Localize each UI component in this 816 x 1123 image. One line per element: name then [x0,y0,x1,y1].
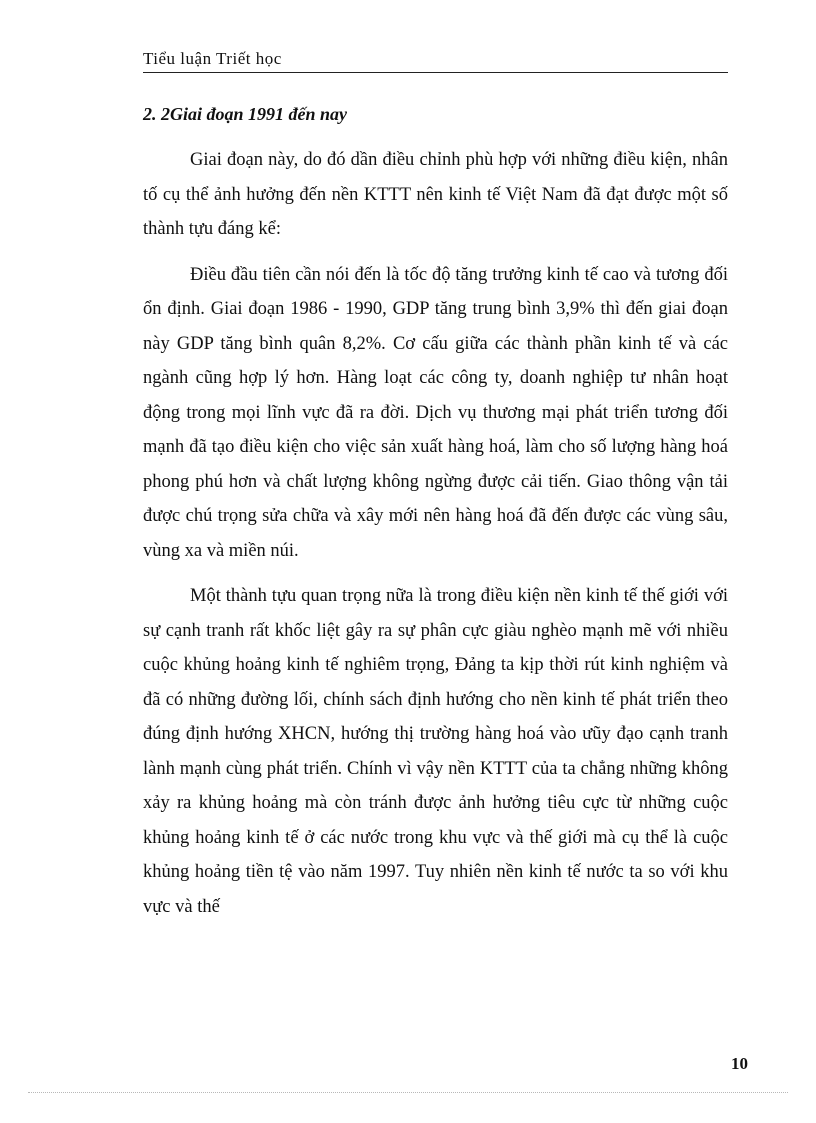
footer-divider [28,1092,788,1093]
running-header: Tiểu luận Triết học [143,48,728,73]
body-text [143,143,728,924]
paragraph-intro: Giai đoạn này, do đó dần điều chỉnh phù hợp với những điều kiện, nhân tố cụ thể ảnh hưởng đến nền KTTT nên kinh tế Việt Nam đã đạt được một số thành tựu đáng kể: [143,150,728,239]
paragraph-growth: Điều đầu tiên cần nói đến là tốc độ tăng trưởng kinh tế cao và tương đối ổn định. Giai đoạn 1986 - 1990, GDP tăng trung bình 3,9% thì đến giai đoạn này GDP tăng bình quân 8,2%. Cơ cấu giữa các thành phần kinh tế và các ngành cũng hợp lý hơn. Hàng loạt các công ty, doanh nghiệp tư nhân hoạt động trong mọi lĩnh vực đã ra đời. Dịch vụ thương mại phát triển tương đối mạnh đã tạo điều kiện cho việc sản xuất hàng hoá, làm cho số lượng hàng hoá phong phú hơn và chất lượng không ngừng được cải tiến. Giao thông vận tải được chú trọng sửa chữa và xây mới nên hàng hoá đã đến được các vùng sâu, vùng xa và miền núi. [143,264,728,561]
page-number: 10 [731,1054,748,1073]
section-title: 2. 2Giai đoạn 1991 đến nay [143,104,348,124]
paragraph-achievement: Một thành tựu quan trọng nữa là trong điều kiện nền kinh tế thế giới với sự cạnh tranh rất khốc liệt gây ra sự phân cực giàu nghèo mạnh mẽ với nhiều cuộc khủng hoảng kinh tế nghiêm trọng, Đảng ta kịp thời rút kinh nghiệm và đã có những đường lối, chính sách định hướng cho nền kinh tế phát triển theo đúng định hướng XHCN, hướng thị trường hàng hoá vào ưũy đạo cạnh tranh lành mạnh cùng phát triển. Chính vì vậy nền KTTT của ta chẳng những không xảy ra khủng hoảng mà còn tránh được ảnh hưởng tiêu cực từ những cuộc khủng hoảng kinh tế ở các nước trong khu vực và thế giới mà cụ thể là cuộc khủng hoảng tiền tệ vào năm 1997. Tuy nhiên nền kinh tế nước ta so với khu vực và thế [143,586,728,917]
